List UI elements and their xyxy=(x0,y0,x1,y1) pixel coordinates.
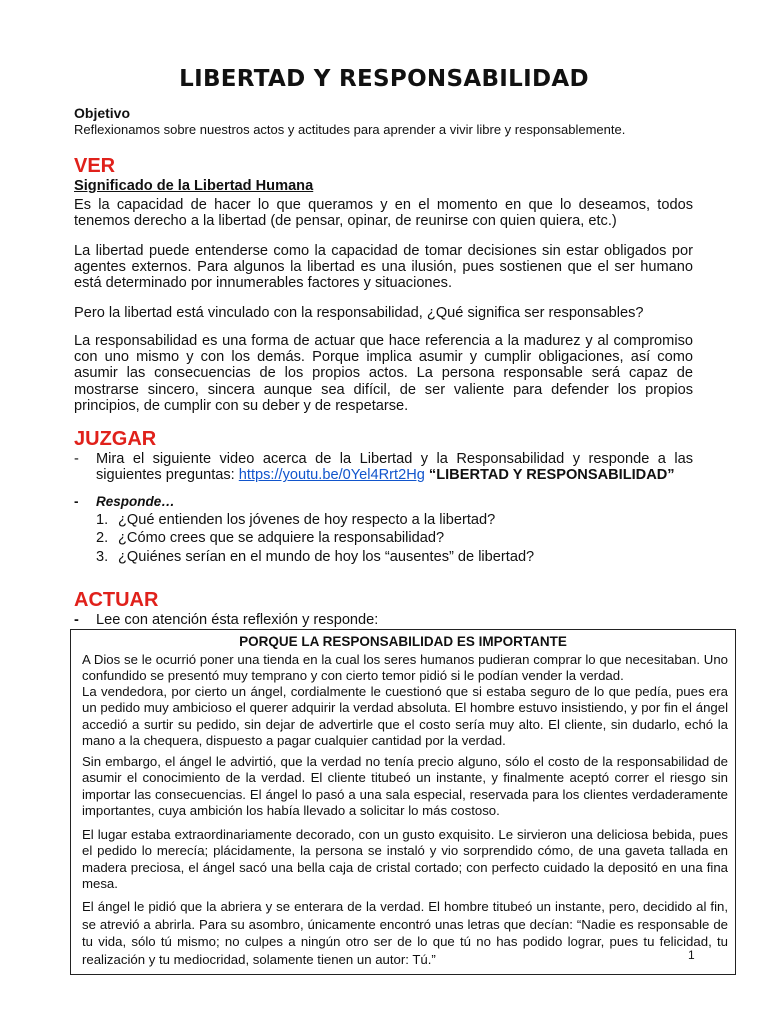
ver-paragraph: La libertad puede entenderse como la capacidad de tomar decisiones sin estar obligados por agentes externos. Para algunos la libertad es una ilusión, pues sostienen que el ser humano está determinado por innumerables factores y situaciones. xyxy=(74,243,693,292)
question-number: 3. xyxy=(96,549,109,565)
juzgar-intro-text: Mira el siguiente video acerca de la Libertad y la Responsabilidad y responde a las siguientes preguntas: xyxy=(96,451,693,484)
actuar-intro: Lee con atención ésta reflexión y responde: xyxy=(96,612,379,628)
ver-paragraph: La responsabilidad es una forma de actuar que hace referencia a la madurez y al compromiso con uno mismo y con los demás. Porque implica asumir y cumplir obligaciones, así como asumir las consecuencias de los propios actos. La persona responsable será capaz de mostrarse sincero, sincera aunque sea difícil, de ser valiente para defender los propios principios, de cumplir con su deber y de respetarse. xyxy=(74,333,693,414)
question-number: 2. xyxy=(96,530,109,546)
juzgar-heading: JUZGAR xyxy=(74,428,157,450)
page-number: 1 xyxy=(688,948,695,962)
question-text: ¿Cómo crees que se adquiere la responsabilidad? xyxy=(118,530,445,546)
responde-label: Responde… xyxy=(96,494,175,509)
ver-paragraph: Pero la libertad está vinculado con la responsabilidad, ¿Qué significa ser responsables? xyxy=(74,305,644,321)
page-title: LIBERTAD Y RESPONSABILIDAD xyxy=(179,66,589,92)
reflection-paragraph: La vendedora, por cierto un ángel, cordialmente le cuestionó que si estaba seguro de lo que pedía, pues era un pedido muy ambicioso el querer adquirir la verdad absoluta. El hombre estuvo insistiendo, y por fin el ángel accedió a surtir su pedido, sin dejar de advertirle que el costo sería muy alto. El cliente, sin dudarlo, echó la mano a la chequera, dispuesto a pagar cualquier cantidad por la verdad. xyxy=(82,684,728,748)
reflection-title: PORQUE LA RESPONSABILIDAD ES IMPORTANTE xyxy=(239,634,567,649)
reflection-paragraph: Sin embargo, el ángel le advirtió, que la verdad no tenía precio alguno, sólo el costo de la responsabilidad de asumir el conocimiento de la verdad. El cliente titubeó un instante, y finalmente aceptó correr el riesgo sin importar las consecuencias. El ángel lo pasó a una sala especial, reservada para los clientes verdaderamente importantes, cuya ambición los había llevado a solicitar lo más costoso. xyxy=(82,754,728,818)
video-title: “LIBERTAD Y RESPONSABILIDAD” xyxy=(424,467,675,484)
objective-heading: Objetivo xyxy=(74,105,131,121)
actuar-dash: - xyxy=(74,612,79,628)
responde-dash: - xyxy=(74,494,79,509)
ver-subheading: Significado de la Libertad Humana xyxy=(74,178,314,194)
ver-paragraph: Es la capacidad de hacer lo que queramos y en el momento en que lo deseamos, todos tenemos derecho a la libertad (de pensar, opinar, de reunirse con quien quiera, etc.) xyxy=(74,197,693,230)
actuar-heading: ACTUAR xyxy=(74,589,159,611)
question-number: 1. xyxy=(96,512,109,528)
reflection-paragraph: A Dios se le ocurrió poner una tienda en la cual los seres humanos pudieran comprar lo que necesitaban. Uno confundido se presentó muy temprano y con cierto temor pidió si le podían vender la verdad. xyxy=(82,652,728,684)
reflection-paragraph: El lugar estaba extraordinariamente decorado, con un gusto exquisito. Le sirvieron una deliciosa bebida, pues el pedido lo merecía; plácidamente, la persona se instaló y vio sorprendido cómo, de una gaveta tallada en madera preciosa, el ángel sacó una bella caja de cristal cortado; con perfecto cuidado la depositó en una fina mesa. xyxy=(82,827,728,891)
reflection-paragraph: El ángel le pidió que la abriera y se enterara de la verdad. El hombre titubeó un instante, pero, decidido al fin, se atrevió a abrirla. Para su asombro, únicamente encontró unas letras que decían: “Nadie es responsable de tu vida, sólo tú mismo; no culpes a ningún otro ser de lo que tú no has podido lograr, pues tu felicidad, tu realización y tu mediocridad, solamente tienen un autor: Tú.” xyxy=(82,899,728,967)
question-text: ¿Qué entienden los jóvenes de hoy respecto a la libertad? xyxy=(118,512,496,528)
question-text: ¿Quiénes serían en el mundo de hoy los “ausentes” de libertad? xyxy=(118,549,535,565)
juzgar-dash: - xyxy=(74,451,79,467)
ver-heading: VER xyxy=(74,155,116,177)
objective-text: Reflexionamos sobre nuestros actos y actitudes para aprender a vivir libre y responsablemente. xyxy=(74,122,626,137)
video-link[interactable]: https://youtu.be/0Yel4Rrt2Hg xyxy=(238,467,425,484)
juzgar-intro xyxy=(96,451,693,483)
